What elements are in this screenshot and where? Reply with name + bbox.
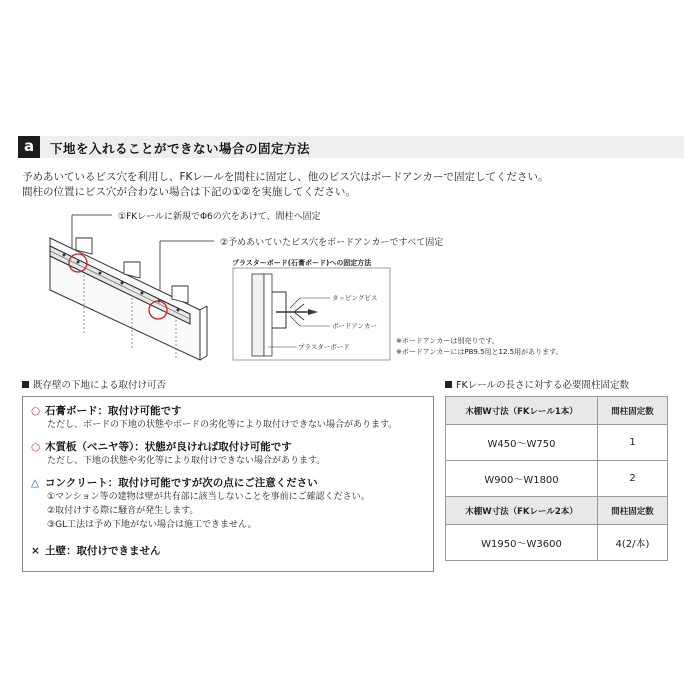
table-cell: W1950～W3600 xyxy=(446,525,598,561)
table-header-cell: 間柱固定数 xyxy=(598,397,668,425)
callout-new-hole: ①FKレールに新規でΦ6の穴をあけて、間柱へ固定 xyxy=(118,212,321,222)
intro-text xyxy=(22,170,548,200)
table-row xyxy=(446,425,668,461)
table-row xyxy=(446,461,668,497)
label-board-anchor: ボードアンカー xyxy=(332,322,378,330)
triangle-mark-icon: △ xyxy=(31,477,40,489)
note-anchor-sold-separately: ※ボードアンカーは別売りです。 xyxy=(396,337,499,345)
label-tapping-screw: タッピングビス xyxy=(332,294,378,302)
table-cell: W450～W750 xyxy=(446,425,598,461)
inset-title: プラスターボード(石膏ボード)への固定方法 xyxy=(232,259,372,267)
conditions-box xyxy=(22,396,434,572)
condition-earth-wall: × 土壁：取付けできません xyxy=(31,545,161,557)
table-row xyxy=(446,525,668,561)
fk-table-title: FKレールの長さに対する必要間柱固定数 xyxy=(445,377,629,391)
square-bullet-icon xyxy=(22,381,29,388)
section-badge: a xyxy=(18,136,40,158)
label-plaster-board: プラスターボード xyxy=(298,343,350,351)
table-header-row xyxy=(446,397,668,425)
callout-board-anchor: ②予めあいていたビス穴をボードアンカーですべて固定 xyxy=(220,238,444,248)
table-header-cell: 間柱固定数 xyxy=(598,497,668,525)
intro-line-1: 予めあいているビス穴を利用し、FKレールを間柱に固定し、他のビス穴はボードアンカーで固定してください。 xyxy=(22,171,549,183)
circle-mark-icon: ○ xyxy=(31,405,41,417)
section-header xyxy=(18,136,684,158)
table-header-cell: 木棚W寸法（FKレール2本） xyxy=(446,497,598,525)
square-bullet-icon xyxy=(445,381,452,388)
cross-mark-icon: × xyxy=(31,545,40,557)
table-cell: 1 xyxy=(598,425,668,461)
circle-mark-icon: ○ xyxy=(31,441,41,453)
table-cell: W900～W1800 xyxy=(446,461,598,497)
table-header-row xyxy=(446,497,668,525)
condition-wood: ○ 木質板（ベニヤ等）：状態が良ければ取付け可能です ただし、下地の状態や劣化等により取付けできない場合があります。 xyxy=(31,441,326,466)
table-cell: 2 xyxy=(598,461,668,497)
conditions-title: 既存壁の下地による取付け可否 xyxy=(22,377,166,391)
table-cell: 4(2/本) xyxy=(598,525,668,561)
intro-line-2: 間柱の位置にビス穴が合わない場合は下記の①②を実施してください。 xyxy=(22,186,356,198)
installation-diagram xyxy=(0,200,700,365)
fk-rail-table xyxy=(445,396,668,561)
condition-gypsum: ○ 石膏ボード：取付け可能です ただし、ボードの下地の状態やボードの劣化等により取付けできない場合があります。 xyxy=(31,405,398,430)
table-header-cell: 木棚W寸法（FKレール1本） xyxy=(446,397,598,425)
condition-concrete: △ コンクリート：取付け可能ですが次の点にご注意ください ①マンション等の建物は壁が共有部に該当しないことを事前にご確認ください。 ②取付けする際に騒音が発生します。 ③GL工法は予め下地がない場合は施工できません。 xyxy=(31,477,370,530)
note-anchor-types: ※ボードアンカーにはPB9.5用と12.5用があります。 xyxy=(396,348,563,356)
rail-illustration xyxy=(0,200,700,365)
section-title: 下地を入れることができない場合の固定方法 xyxy=(50,141,311,156)
